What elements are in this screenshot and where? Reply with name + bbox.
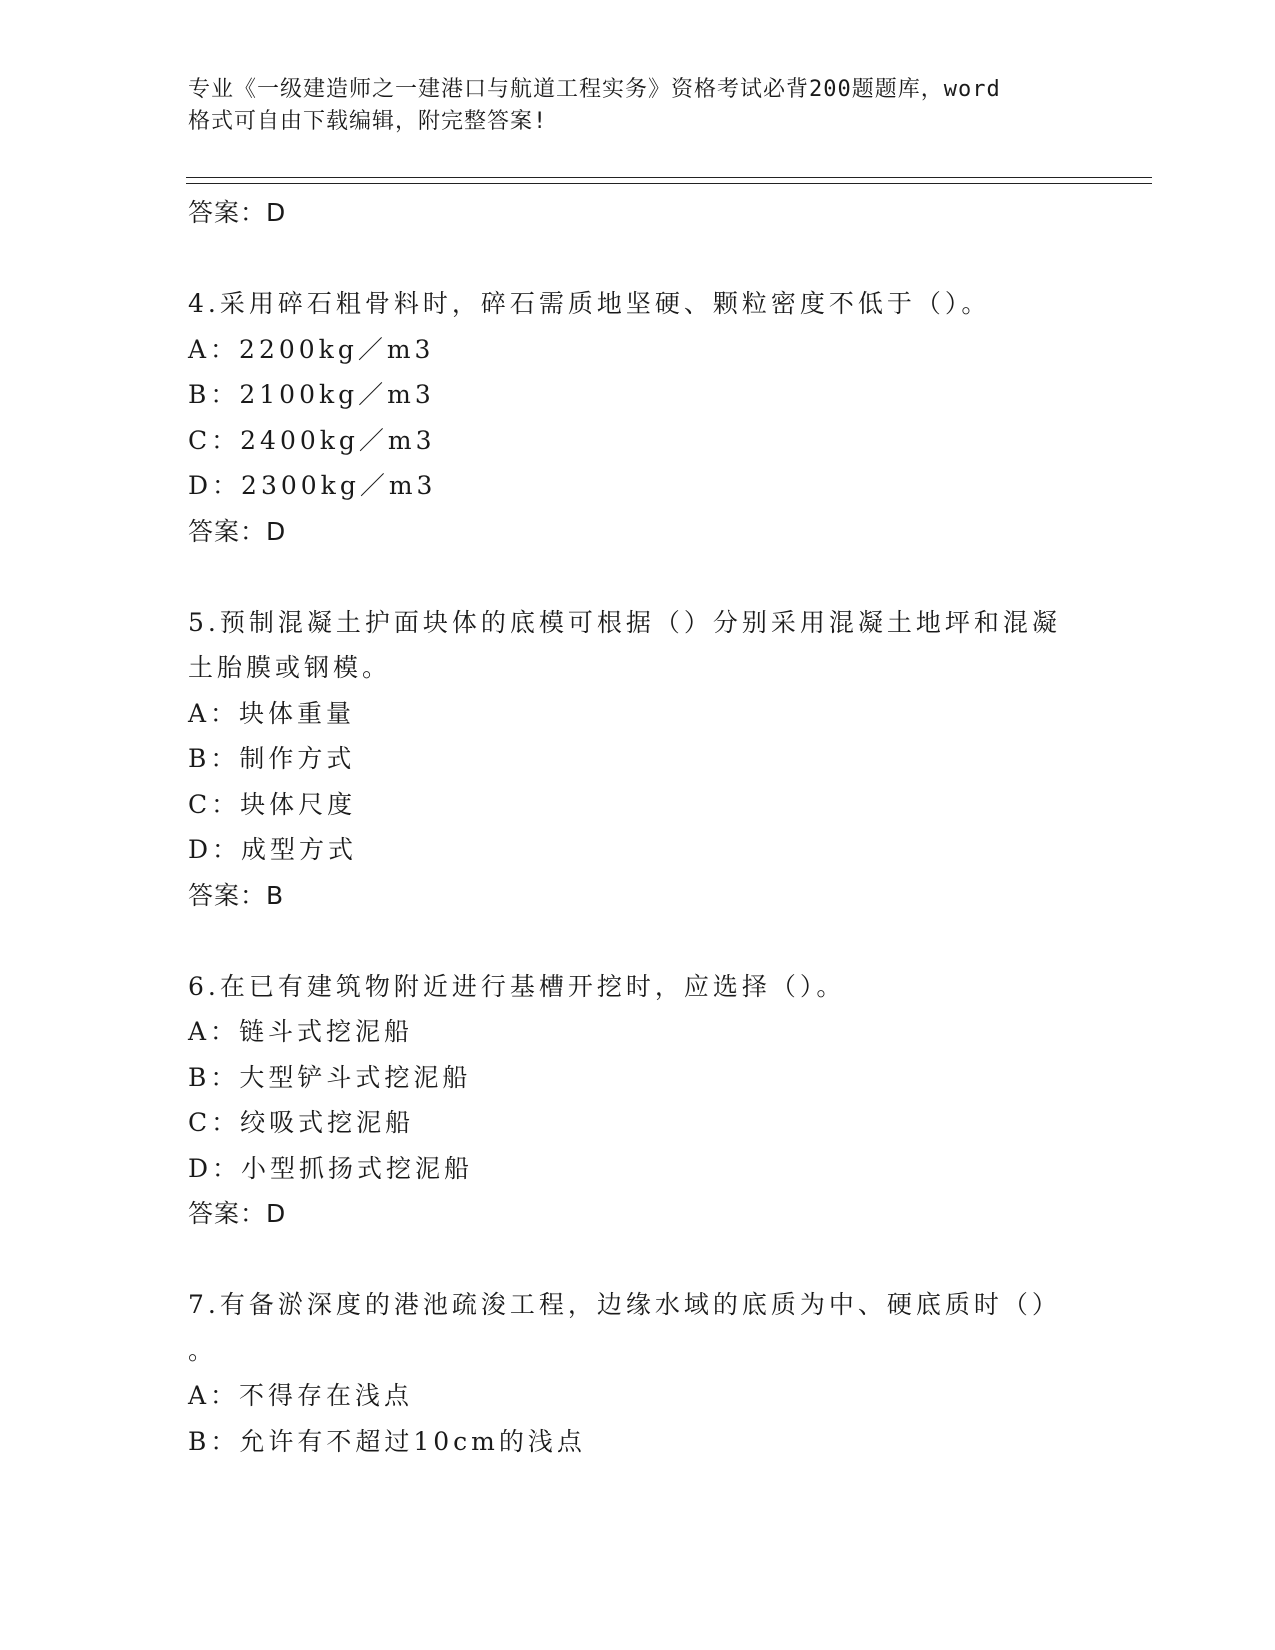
header-line-1: 专业《一级建造师之一建港口与航道工程实务》资格考试必背200题题库，word bbox=[188, 77, 1001, 102]
header-rule-top bbox=[186, 177, 1152, 178]
spacer bbox=[188, 918, 1088, 964]
previous-answer: 答案：D bbox=[188, 198, 287, 227]
option-a: A：链斗式挖泥船 bbox=[188, 1017, 414, 1046]
option-c: C：块体尺度 bbox=[188, 789, 357, 819]
option-d: D：2300kg／m3 bbox=[188, 471, 437, 500]
option-b: B：2100kg／m3 bbox=[188, 380, 435, 409]
question-text-continued: 土胎膜或钢模。 bbox=[188, 653, 392, 682]
answer: 答案：D bbox=[188, 516, 287, 546]
question-text: 4.采用碎石粗骨料时，碎石需质地坚硬、颗粒密度不低于（）。 bbox=[188, 289, 991, 318]
spacer bbox=[188, 554, 1088, 600]
question-list bbox=[188, 190, 1088, 1464]
answer: 答案：B bbox=[188, 880, 285, 910]
question-text: 5.预制混凝土护面块体的底模可根据（）分别采用混凝土地坪和混凝 bbox=[188, 607, 1061, 637]
question-7 bbox=[188, 1282, 1088, 1464]
question-5 bbox=[188, 600, 1088, 919]
option-b: B：制作方式 bbox=[188, 744, 356, 773]
option-b: B：允许有不超过10cm的浅点 bbox=[188, 1426, 586, 1456]
option-a: A：块体重量 bbox=[188, 698, 356, 728]
spacer bbox=[188, 1237, 1088, 1283]
spacer bbox=[188, 236, 1088, 282]
question-text-continued: 。 bbox=[188, 1335, 218, 1365]
option-c: C：2400kg／m3 bbox=[188, 425, 436, 455]
question-text: 6.在已有建筑物附近进行基槽开挖时，应选择（）。 bbox=[188, 971, 846, 1001]
option-d: D：成型方式 bbox=[188, 835, 358, 864]
option-a: A：不得存在浅点 bbox=[188, 1381, 414, 1410]
option-a: A：2200kg／m3 bbox=[188, 334, 435, 364]
question-6 bbox=[188, 964, 1088, 1237]
header-line-2: 格式可自由下载编辑，附完整答案! bbox=[188, 109, 548, 134]
question-text: 7.有备淤深度的港池疏浚工程，边缘水域的底质为中、硬底质时（） bbox=[188, 1290, 1061, 1319]
question-4 bbox=[188, 281, 1088, 554]
header-rule-bottom bbox=[186, 183, 1152, 184]
option-c: C：绞吸式挖泥船 bbox=[188, 1108, 415, 1137]
option-d: D：小型抓扬式挖泥船 bbox=[188, 1153, 474, 1183]
answer: 答案：D bbox=[188, 1199, 287, 1228]
document-header bbox=[188, 74, 1068, 138]
option-b: B：大型铲斗式挖泥船 bbox=[188, 1062, 472, 1092]
